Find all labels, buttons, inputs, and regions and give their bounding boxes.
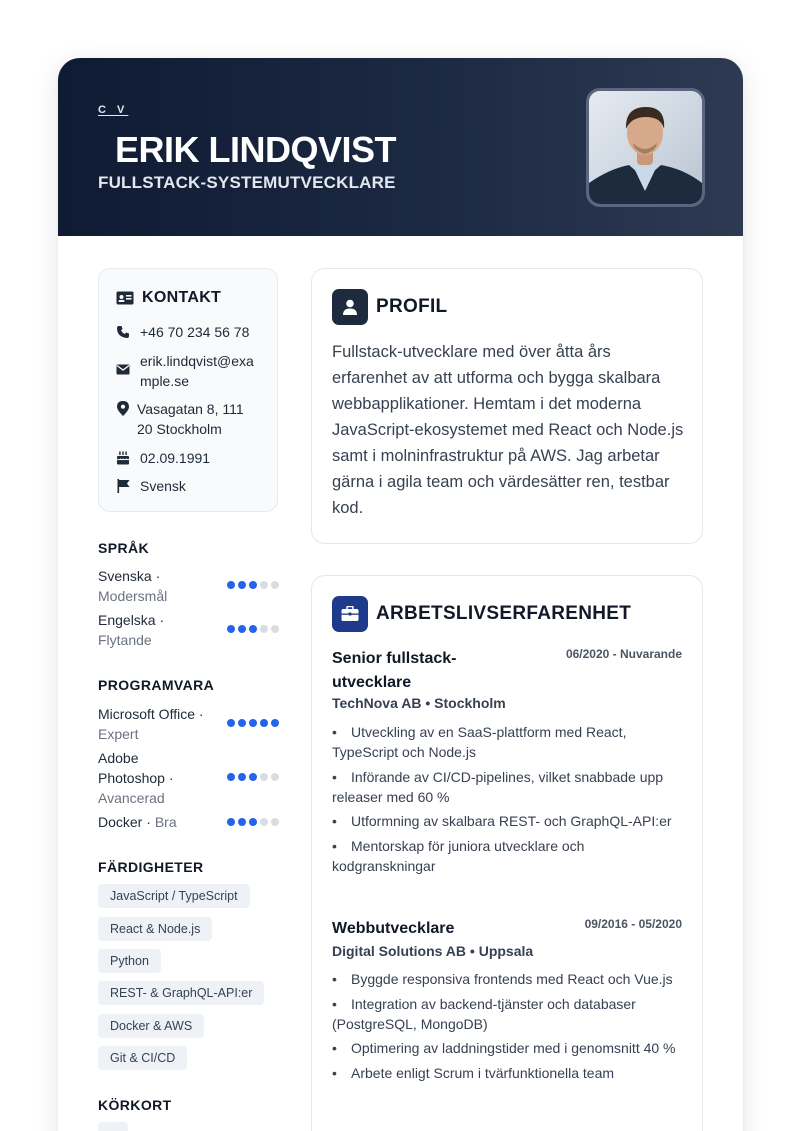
job-bullet: • Utveckling av en SaaS-plattform med React, TypeScript och Node.js — [332, 724, 627, 760]
contact-heading — [116, 289, 221, 307]
language-level: Modersmål — [98, 588, 168, 604]
experience-panel-head — [332, 596, 631, 632]
cv-header — [58, 58, 743, 236]
rating-dot — [271, 773, 279, 781]
software-level: Avancerad — [98, 790, 165, 806]
rating-dot — [238, 818, 246, 826]
id-card-icon — [116, 291, 134, 305]
job-date: 09/2016 - 05/2020 — [584, 917, 682, 931]
experience-panel — [311, 575, 703, 1131]
profile-photo — [586, 88, 705, 207]
job-title: Senior fullstack-utvecklare — [332, 650, 457, 691]
cv-card — [58, 58, 743, 1131]
job-date: 06/2020 - Nuvarande — [565, 647, 682, 661]
language-item: Svenska · Modersmål — [98, 566, 279, 606]
rating-dot — [227, 818, 235, 826]
rating-dot — [249, 818, 257, 826]
software-item: Adobe Photoshop · Avancerad — [98, 748, 279, 808]
contact-email[interactable]: erik.lindqvist@example.se — [140, 353, 254, 389]
rating-dot — [249, 773, 257, 781]
rating-dot — [271, 818, 279, 826]
skills-heading: FÄRDIGHETER — [98, 859, 204, 875]
profile-text: Fullstack-utvecklare med över åtta års erfarenhet av att utforma och bygga skalbara webbapplikationer. Hemtam i det moderna JavaScript-ekosystemet med React och Node.js samt i molninfrastruktur på AWS. Jag arbetar gärna i agila team och värdesätter ren, testbar kod. — [332, 343, 684, 517]
contact-birthdate-row — [115, 448, 270, 468]
languages-heading: SPRÅK — [98, 540, 150, 556]
software-name: Adobe Photoshop — [98, 750, 165, 786]
profile-heading: PROFIL — [376, 296, 448, 317]
rating-dot — [238, 773, 246, 781]
rating-dot — [260, 773, 268, 781]
rating-dot — [238, 581, 246, 589]
software-name: Docker — [98, 814, 143, 830]
contact-address: Vasagatan 8, 111 20 Stockholm — [137, 401, 244, 437]
software-level: Bra — [154, 814, 177, 830]
contact-nationality: Svensk — [140, 478, 186, 494]
rating-dot — [249, 719, 257, 727]
rating-dot — [271, 625, 279, 633]
rating-dot — [227, 625, 235, 633]
skill-tag: REST- & GraphQL-API:er — [98, 981, 264, 1005]
rating-dot — [238, 625, 246, 633]
software-item: Docker · Bra — [98, 812, 279, 832]
job-title: Webbutvecklare — [332, 920, 455, 937]
job-bullet: • Integration av backend-tjänster och databaser (PostgreSQL, MongoDB) — [332, 995, 636, 1032]
skill-tag: Docker & AWS — [98, 1014, 204, 1038]
job-bullets — [332, 722, 677, 880]
job-bullet: • Mentorskap för juniora utvecklare och kodgranskningar — [332, 837, 585, 874]
language-name: Engelska — [98, 612, 156, 628]
job-bullet: • Utformning av skalbara REST- och GraphQL-API:er — [332, 813, 672, 829]
software-heading: PROGRAMVARA — [98, 677, 215, 693]
rating-dot — [249, 625, 257, 633]
skill-tag: Git & CI/CD — [98, 1046, 187, 1070]
rating-dot — [249, 581, 257, 589]
software-level: Expert — [98, 726, 139, 742]
contact-nationality-row — [115, 476, 270, 496]
experience-heading: ARBETSLIVSERFARENHET — [376, 603, 632, 624]
contact-address-row — [115, 399, 257, 439]
license-tag — [98, 1122, 128, 1131]
software-rating — [227, 719, 279, 727]
rating-dot — [227, 773, 235, 781]
license-heading: KÖRKORT — [98, 1097, 172, 1113]
skill-tag: JavaScript / TypeScript — [98, 884, 250, 908]
rating-dot — [238, 719, 246, 727]
skill-tag: React & Node.js — [98, 917, 212, 941]
phone-icon — [116, 325, 130, 339]
rating-dot — [260, 581, 268, 589]
flag-icon — [117, 479, 130, 493]
job-company: TechNova AB • Stockholm — [332, 695, 506, 711]
profile-panel-head — [332, 289, 447, 325]
cv-label: C V — [98, 104, 129, 116]
software-rating — [227, 773, 279, 781]
birthday-cake-icon — [116, 451, 130, 465]
person-name: ERIK LINDQVIST — [115, 129, 397, 170]
rating-dot — [271, 581, 279, 589]
language-rating — [227, 625, 279, 633]
rating-dot — [227, 719, 235, 727]
profile-panel — [311, 268, 703, 544]
contact-box — [98, 268, 278, 512]
job-bullet: • Arbete enligt Scrum i tvärfunktionella team — [332, 1064, 615, 1081]
contact-phone[interactable]: +46 70 234 56 78 — [140, 324, 250, 340]
software-name: Microsoft Office — [98, 706, 195, 722]
rating-dot — [260, 625, 268, 633]
skill-tag: Python — [98, 949, 161, 973]
job-bullet: • Byggde responsiva frontends med React och Vue.js — [332, 971, 673, 987]
job-bullet: • Införande av CI/CD-pipelines, vilket snabbade upp releaser med 60 % — [332, 768, 664, 805]
software-rating — [227, 818, 279, 826]
rating-dot — [227, 581, 235, 589]
map-pin-icon — [117, 401, 129, 416]
job-bullet: • Optimering av laddningstider med i genomsnitt 40 % — [332, 1040, 676, 1056]
rating-dot — [271, 719, 279, 727]
contact-birthdate: 02.09.1991 — [140, 450, 211, 466]
contact-phone-row — [115, 322, 270, 342]
contact-heading-label: KONTAKT — [142, 289, 222, 306]
software-item: Microsoft Office · Expert — [98, 704, 279, 744]
language-name: Svenska — [98, 568, 152, 584]
briefcase-icon — [332, 596, 368, 632]
job-company: Digital Solutions AB • Uppsala — [332, 943, 534, 959]
job-title-heading: FULLSTACK-SYSTEMUTVECKLARE — [98, 173, 396, 192]
language-level: Flytande — [98, 632, 152, 648]
job-bullets — [332, 969, 677, 1087]
contact-email-row — [115, 351, 264, 391]
rating-dot — [260, 818, 268, 826]
user-icon — [332, 289, 368, 325]
language-item: Engelska · Flytande — [98, 610, 279, 650]
language-rating — [227, 581, 279, 589]
rating-dot — [260, 719, 268, 727]
envelope-icon — [116, 364, 130, 375]
